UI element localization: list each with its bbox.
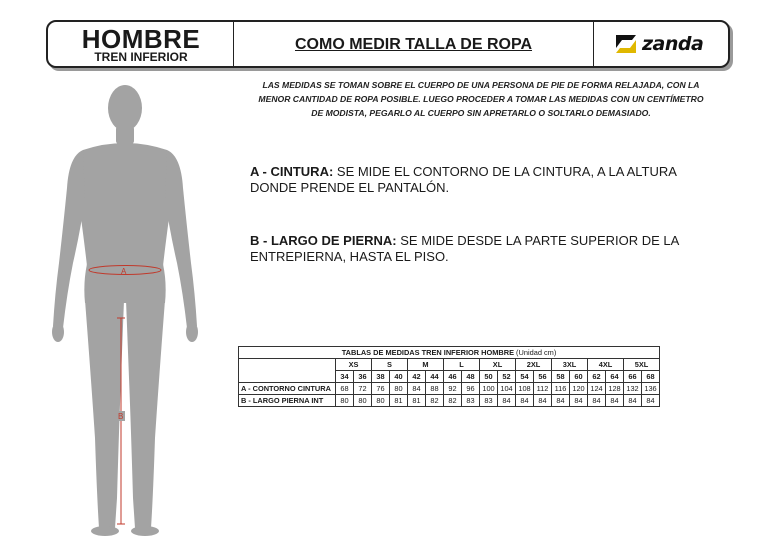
table-caption (239, 347, 660, 359)
table-cell: 88 (426, 383, 444, 395)
intro-line: LAS MEDIDAS SE TOMAN SOBRE EL CUERPO DE UNA PERSONA DE PIE DE FORMA RELAJADA, CON LA (262, 80, 700, 90)
table-size-number: 68 (642, 371, 660, 383)
header-title-cell (48, 22, 234, 66)
measure-b-description (250, 233, 710, 265)
marker-b-label: B (118, 412, 124, 421)
measure-b-label: B - LARGO DE PIERNA: (250, 233, 397, 248)
measure-a-text: SE MIDE EL CONTORNO DE LA CINTURA, A LA ALTURA DONDE PRENDE EL PANTALÓN. (250, 164, 677, 195)
table-corner-cell (239, 359, 336, 383)
measure-b-text: SE MIDE DESDE LA PARTE SUPERIOR DE LA ENTREPIERNA, HASTA EL PISO. (250, 233, 679, 264)
measure-a-description (250, 164, 710, 196)
table-cell: 132 (624, 383, 642, 395)
table-cell: 80 (336, 395, 354, 407)
table-cell: 116 (552, 383, 570, 395)
table-row (239, 383, 660, 395)
table-size-number: 66 (624, 371, 642, 383)
header-bar (46, 20, 730, 68)
table-caption-unit: (Unidad cm) (514, 348, 557, 357)
table-size-row (239, 359, 660, 371)
table-caption-title: TABLAS DE MEDIDAS TREN INFERIOR HOMBRE (341, 348, 514, 357)
table-size-number: 36 (354, 371, 372, 383)
header-center-cell (234, 22, 594, 66)
table-size-header: S (372, 359, 408, 371)
table-size-number: 46 (444, 371, 462, 383)
table-size-header: 5XL (624, 359, 660, 371)
table-cell: 82 (444, 395, 462, 407)
table-cell: 68 (336, 383, 354, 395)
table-cell: 120 (570, 383, 588, 395)
table-cell: 96 (462, 383, 480, 395)
table-size-header: XS (336, 359, 372, 371)
table-size-number: 54 (516, 371, 534, 383)
table-cell: 83 (462, 395, 480, 407)
page-title: HOMBRE (81, 24, 201, 54)
table-cell: 84 (552, 395, 570, 407)
table-cell: 136 (642, 383, 660, 395)
table-size-number: 50 (480, 371, 498, 383)
table-size-number: 42 (408, 371, 426, 383)
table-cell: 81 (408, 395, 426, 407)
table-size-number: 52 (498, 371, 516, 383)
table-cell: 80 (354, 395, 372, 407)
body-silhouette-figure (45, 78, 205, 538)
table-cell: 84 (534, 395, 552, 407)
brand-mark-icon (614, 33, 638, 55)
table-cell: 80 (372, 395, 390, 407)
table-row (239, 395, 660, 407)
table-size-number: 60 (570, 371, 588, 383)
table-size-number: 34 (336, 371, 354, 383)
table-cell: 124 (588, 383, 606, 395)
table-size-number: 40 (390, 371, 408, 383)
table-size-number: 58 (552, 371, 570, 383)
table-size-number: 56 (534, 371, 552, 383)
table-size-number: 64 (606, 371, 624, 383)
table-size-number: 48 (462, 371, 480, 383)
table-size-number: 62 (588, 371, 606, 383)
table-size-number: 38 (372, 371, 390, 383)
table-cell: 100 (480, 383, 498, 395)
table-row-label: B - LARGO PIERNA INT (239, 395, 336, 407)
table-size-header: 2XL (516, 359, 552, 371)
table-cell: 84 (606, 395, 624, 407)
table-cell: 108 (516, 383, 534, 395)
table-cell: 84 (624, 395, 642, 407)
table-cell: 92 (444, 383, 462, 395)
table-cell: 84 (516, 395, 534, 407)
table-size-header: 3XL (552, 359, 588, 371)
table-cell: 128 (606, 383, 624, 395)
brand-name: zanda (642, 33, 704, 55)
table-size-header: XL (480, 359, 516, 371)
intro-instructions (258, 78, 704, 120)
table-size-header: L (444, 359, 480, 371)
page-subtitle: TREN INFERIOR (94, 50, 188, 64)
brand-logo (614, 33, 703, 55)
table-cell: 84 (570, 395, 588, 407)
header-logo-cell (594, 22, 728, 66)
marker-a-label: A (121, 267, 127, 276)
table-caption-row (239, 347, 660, 359)
table-cell: 112 (534, 383, 552, 395)
intro-line: DE MODISTA, PEGARLO AL CUERPO SIN APRETARLO O SOLTARLO DEMASIADO. (311, 108, 651, 118)
measure-a-label: A - CINTURA: (250, 164, 334, 179)
table-cell: 83 (480, 395, 498, 407)
table-size-header: 4XL (588, 359, 624, 371)
table-cell: 72 (354, 383, 372, 395)
table-cell: 84 (498, 395, 516, 407)
table-cell: 104 (498, 383, 516, 395)
table-row-label: A - CONTORNO CINTURA (239, 383, 336, 395)
table-cell: 84 (408, 383, 426, 395)
table-cell: 76 (372, 383, 390, 395)
table-cell: 80 (390, 383, 408, 395)
size-table (238, 346, 660, 407)
table-cell: 81 (390, 395, 408, 407)
intro-line: MENOR CANTIDAD DE ROPA POSIBLE. LUEGO PROCEDER A TOMAR LAS MEDIDAS CON UN CENTÍMETRO (258, 94, 704, 104)
table-cell: 84 (642, 395, 660, 407)
table-cell: 84 (588, 395, 606, 407)
table-size-number: 44 (426, 371, 444, 383)
table-size-header: M (408, 359, 444, 371)
section-title: COMO MEDIR TALLA DE ROPA (294, 36, 533, 53)
table-cell: 82 (426, 395, 444, 407)
